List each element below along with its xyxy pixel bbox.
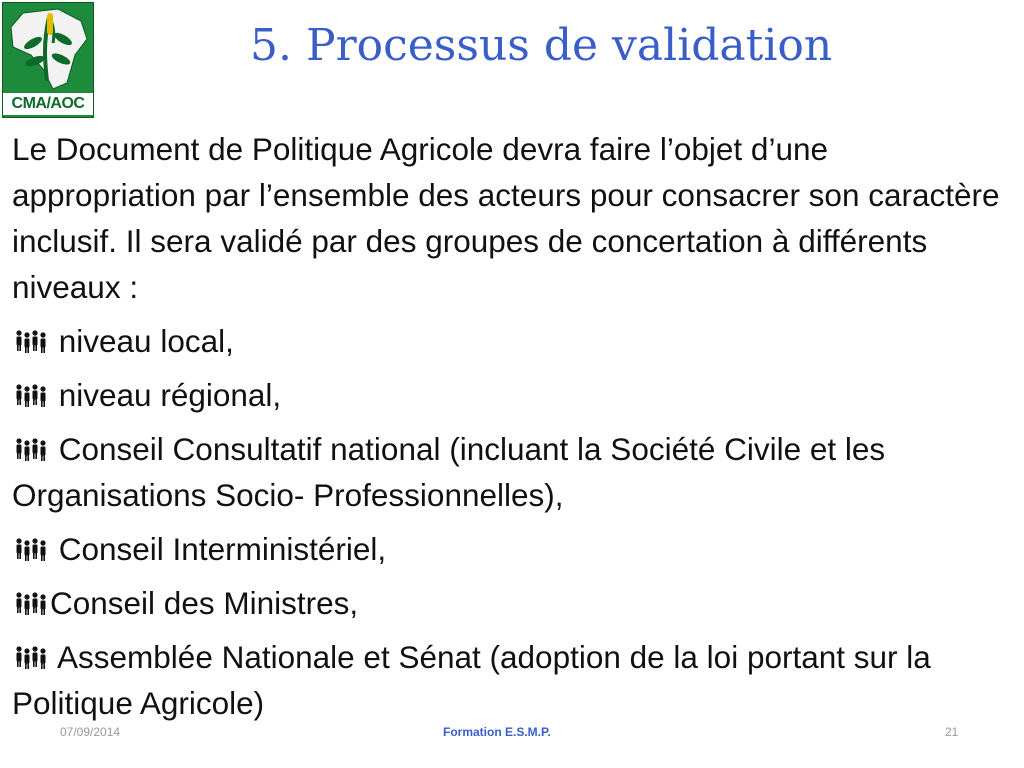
list-item-text: Conseil des Ministres,	[50, 585, 359, 621]
people-group-icon	[12, 590, 50, 616]
people-group-icon	[12, 436, 50, 462]
list-item-text: Assemblée Nationale et Sénat (adoption de la loi portant sur la Politique Agricole)	[12, 639, 931, 721]
cma-aoc-logo	[2, 2, 94, 118]
people-group-icon	[12, 644, 50, 670]
slide-body	[12, 126, 1002, 734]
list-item-text: Conseil Consultatif national (incluant la Société Civile et les Organisations Socio- Professionnelles),	[12, 431, 886, 513]
list-item	[12, 426, 1002, 518]
list-item	[12, 372, 1002, 418]
list-item	[12, 580, 1002, 626]
list-item	[12, 318, 1002, 364]
list-item-text: Conseil Interministériel,	[50, 531, 387, 567]
slide-title: 5. Processus de validation	[250, 20, 833, 71]
list-item-text: niveau régional,	[50, 377, 282, 413]
list-item	[12, 526, 1002, 572]
footer-center-text: Formation E.S.M.P.	[443, 725, 551, 739]
people-group-icon	[12, 382, 50, 408]
list-item	[12, 634, 1002, 726]
logo-label: CMA/AOC	[3, 93, 93, 115]
intro-paragraph: Le Document de Politique Agricole devra faire l’objet d’une appropriation par l’ensemble des acteurs pour consacrer son caractère inclusif. Il sera validé par des groupes de concertation à différents niveaux :	[12, 131, 1000, 305]
africa-map-icon	[3, 3, 95, 95]
people-group-icon	[12, 328, 50, 354]
people-group-icon	[12, 536, 50, 562]
page-number: 21	[945, 725, 959, 739]
footer-date: 07/09/2014	[60, 725, 121, 739]
list-item-text: niveau local,	[50, 323, 234, 359]
